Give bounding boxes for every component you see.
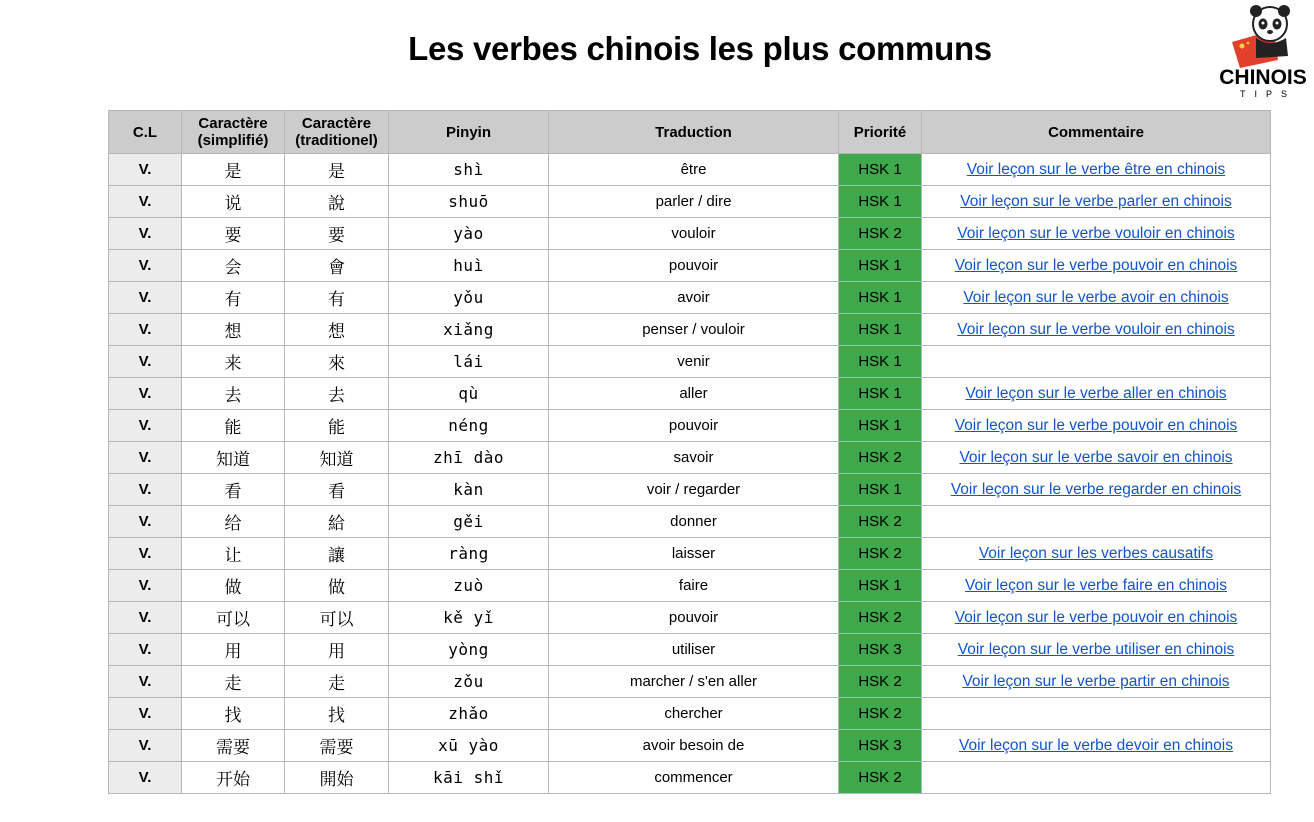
header-traditional-line2: (traditionel)	[295, 132, 378, 149]
simplified-cell: 来	[182, 346, 285, 378]
class-cell: V.	[109, 634, 182, 666]
lesson-link[interactable]: Voir leçon sur le verbe aller en chinois	[922, 378, 1271, 410]
simplified-cell: 给	[182, 506, 285, 538]
priority-badge: HSK 1	[839, 346, 922, 378]
table-row	[109, 442, 1271, 474]
pinyin-cell: shuō	[389, 186, 549, 218]
table-row	[109, 186, 1271, 218]
table-row	[109, 378, 1271, 410]
traditional-cell: 來	[285, 346, 389, 378]
logo-subtitle: TIPS	[1239, 89, 1296, 99]
traditional-cell: 會	[285, 250, 389, 282]
pinyin-cell: yǒu	[389, 282, 549, 314]
simplified-cell: 去	[182, 378, 285, 410]
lesson-link[interactable]: Voir leçon sur le verbe savoir en chinois	[922, 442, 1271, 474]
table-row	[109, 666, 1271, 698]
header-traditional	[285, 111, 389, 154]
lesson-link[interactable]: Voir leçon sur le verbe pouvoir en chinois	[922, 250, 1271, 282]
simplified-cell: 走	[182, 666, 285, 698]
simplified-cell: 知道	[182, 442, 285, 474]
header-commentaire: Commentaire	[922, 111, 1271, 154]
simplified-cell: 让	[182, 538, 285, 570]
translation-cell: parler / dire	[549, 186, 839, 218]
translation-cell: être	[549, 154, 839, 186]
logo-wordmark: CHINOIS	[1219, 66, 1307, 89]
lesson-link[interactable]: Voir leçon sur le verbe vouloir en chinois	[922, 218, 1271, 250]
traditional-cell: 可以	[285, 602, 389, 634]
traditional-cell: 找	[285, 698, 389, 730]
priority-badge: HSK 1	[839, 570, 922, 602]
translation-cell: pouvoir	[549, 410, 839, 442]
lesson-link[interactable]: Voir leçon sur le verbe pouvoir en chinois	[922, 410, 1271, 442]
translation-cell: venir	[549, 346, 839, 378]
priority-badge: HSK 1	[839, 186, 922, 218]
translation-cell: avoir	[549, 282, 839, 314]
class-cell: V.	[109, 186, 182, 218]
simplified-cell: 可以	[182, 602, 285, 634]
pinyin-cell: ràng	[389, 538, 549, 570]
translation-cell: avoir besoin de	[549, 730, 839, 762]
class-cell: V.	[109, 218, 182, 250]
simplified-cell: 说	[182, 186, 285, 218]
pinyin-cell: yòng	[389, 634, 549, 666]
class-cell: V.	[109, 762, 182, 794]
class-cell: V.	[109, 506, 182, 538]
priority-badge: HSK 2	[839, 538, 922, 570]
table-row	[109, 250, 1271, 282]
class-cell: V.	[109, 474, 182, 506]
header-traditional-line1: Caractère	[301, 115, 372, 132]
translation-cell: penser / vouloir	[549, 314, 839, 346]
lesson-link	[922, 346, 1271, 378]
lesson-link[interactable]: Voir leçon sur le verbe faire en chinois	[922, 570, 1271, 602]
header-simplified	[182, 111, 285, 154]
pinyin-cell: lái	[389, 346, 549, 378]
translation-cell: voir / regarder	[549, 474, 839, 506]
class-cell: V.	[109, 378, 182, 410]
traditional-cell: 能	[285, 410, 389, 442]
lesson-link[interactable]: Voir leçon sur le verbe regarder en chinois	[922, 474, 1271, 506]
pinyin-cell: kāi shǐ	[389, 762, 549, 794]
class-cell: V.	[109, 410, 182, 442]
table-row	[109, 218, 1271, 250]
simplified-cell: 是	[182, 154, 285, 186]
traditional-cell: 有	[285, 282, 389, 314]
traditional-cell: 給	[285, 506, 389, 538]
translation-cell: utiliser	[549, 634, 839, 666]
priority-badge: HSK 2	[839, 666, 922, 698]
traditional-cell: 要	[285, 218, 389, 250]
priority-badge: HSK 1	[839, 282, 922, 314]
translation-cell: chercher	[549, 698, 839, 730]
lesson-link[interactable]: Voir leçon sur le verbe avoir en chinois	[922, 282, 1271, 314]
priority-badge: HSK 2	[839, 218, 922, 250]
table-row	[109, 346, 1271, 378]
table-row	[109, 410, 1271, 442]
simplified-cell: 做	[182, 570, 285, 602]
table-row	[109, 314, 1271, 346]
translation-cell: aller	[549, 378, 839, 410]
verbs-table	[108, 110, 1271, 794]
pinyin-cell: xiǎng	[389, 314, 549, 346]
simplified-cell: 会	[182, 250, 285, 282]
priority-badge: HSK 1	[839, 314, 922, 346]
priority-badge: HSK 1	[839, 378, 922, 410]
traditional-cell: 去	[285, 378, 389, 410]
priority-badge: HSK 2	[839, 506, 922, 538]
priority-badge: HSK 1	[839, 410, 922, 442]
class-cell: V.	[109, 154, 182, 186]
pinyin-cell: zuò	[389, 570, 549, 602]
lesson-link[interactable]: Voir leçon sur le verbe partir en chinois	[922, 666, 1271, 698]
traditional-cell: 做	[285, 570, 389, 602]
translation-cell: pouvoir	[549, 602, 839, 634]
pinyin-cell: zhǎo	[389, 698, 549, 730]
simplified-cell: 看	[182, 474, 285, 506]
table-row	[109, 698, 1271, 730]
translation-cell: pouvoir	[549, 250, 839, 282]
header-cl: C.L	[109, 111, 182, 154]
lesson-link[interactable]: Voir leçon sur le verbe être en chinois	[922, 154, 1271, 186]
class-cell: V.	[109, 314, 182, 346]
header-priorite: Priorité	[839, 111, 922, 154]
table-row	[109, 602, 1271, 634]
pinyin-cell: zǒu	[389, 666, 549, 698]
class-cell: V.	[109, 666, 182, 698]
traditional-cell: 說	[285, 186, 389, 218]
table-row	[109, 570, 1271, 602]
class-cell: V.	[109, 538, 182, 570]
table-row	[109, 634, 1271, 666]
class-cell: V.	[109, 602, 182, 634]
priority-badge: HSK 2	[839, 762, 922, 794]
pinyin-cell: néng	[389, 410, 549, 442]
traditional-cell: 用	[285, 634, 389, 666]
translation-cell: commencer	[549, 762, 839, 794]
priority-badge: HSK 2	[839, 602, 922, 634]
pinyin-cell: kě yǐ	[389, 602, 549, 634]
class-cell: V.	[109, 698, 182, 730]
header-simplified-line1: Caractère	[198, 115, 268, 132]
pinyin-cell: zhī dào	[389, 442, 549, 474]
traditional-cell: 開始	[285, 762, 389, 794]
simplified-cell: 需要	[182, 730, 285, 762]
priority-badge: HSK 2	[839, 698, 922, 730]
simplified-cell: 用	[182, 634, 285, 666]
simplified-cell: 找	[182, 698, 285, 730]
lesson-link	[922, 698, 1271, 730]
lesson-link[interactable]: Voir leçon sur le verbe pouvoir en chinois	[922, 602, 1271, 634]
simplified-cell: 有	[182, 282, 285, 314]
simplified-cell: 开始	[182, 762, 285, 794]
priority-badge: HSK 1	[839, 250, 922, 282]
translation-cell: faire	[549, 570, 839, 602]
lesson-link	[922, 506, 1271, 538]
traditional-cell: 知道	[285, 442, 389, 474]
header-row	[109, 111, 1271, 154]
simplified-cell: 能	[182, 410, 285, 442]
class-cell: V.	[109, 730, 182, 762]
translation-cell: savoir	[549, 442, 839, 474]
priority-badge: HSK 1	[839, 154, 922, 186]
lesson-link[interactable]: Voir leçon sur le verbe devoir en chinois	[922, 730, 1271, 762]
simplified-cell: 要	[182, 218, 285, 250]
priority-badge: HSK 1	[839, 474, 922, 506]
translation-cell: donner	[549, 506, 839, 538]
table-row	[109, 538, 1271, 570]
traditional-cell: 走	[285, 666, 389, 698]
header-simplified-line2: (simplifié)	[197, 132, 269, 149]
class-cell: V.	[109, 442, 182, 474]
class-cell: V.	[109, 250, 182, 282]
pinyin-cell: shì	[389, 154, 549, 186]
header-pinyin: Pinyin	[389, 111, 549, 154]
table-row	[109, 474, 1271, 506]
page-title: Les verbes chinois les plus communs	[408, 30, 992, 67]
lesson-link[interactable]: Voir leçon sur le verbe parler en chinois	[922, 186, 1271, 218]
pinyin-cell: xū yào	[389, 730, 549, 762]
priority-badge: HSK 3	[839, 730, 922, 762]
lesson-link	[922, 762, 1271, 794]
pinyin-cell: yào	[389, 218, 549, 250]
traditional-cell: 需要	[285, 730, 389, 762]
translation-cell: laisser	[549, 538, 839, 570]
lesson-link[interactable]: Voir leçon sur le verbe utiliser en chinois	[922, 634, 1271, 666]
simplified-cell: 想	[182, 314, 285, 346]
table-row	[109, 730, 1271, 762]
table-row	[109, 282, 1271, 314]
class-cell: V.	[109, 570, 182, 602]
traditional-cell: 看	[285, 474, 389, 506]
traditional-cell: 讓	[285, 538, 389, 570]
lesson-link[interactable]: Voir leçon sur les verbes causatifs	[922, 538, 1271, 570]
traditional-cell: 想	[285, 314, 389, 346]
lesson-link[interactable]: Voir leçon sur le verbe vouloir en chinois	[922, 314, 1271, 346]
class-cell: V.	[109, 346, 182, 378]
translation-cell: vouloir	[549, 218, 839, 250]
traditional-cell: 是	[285, 154, 389, 186]
translation-cell: marcher / s'en aller	[549, 666, 839, 698]
pinyin-cell: kàn	[389, 474, 549, 506]
priority-badge: HSK 3	[839, 634, 922, 666]
pinyin-cell: qù	[389, 378, 549, 410]
priority-badge: HSK 2	[839, 442, 922, 474]
header-traduction: Traduction	[549, 111, 839, 154]
table-row	[109, 506, 1271, 538]
table-row	[109, 154, 1271, 186]
pinyin-cell: gěi	[389, 506, 549, 538]
pinyin-cell: huì	[389, 250, 549, 282]
table-row	[109, 762, 1271, 794]
class-cell: V.	[109, 282, 182, 314]
